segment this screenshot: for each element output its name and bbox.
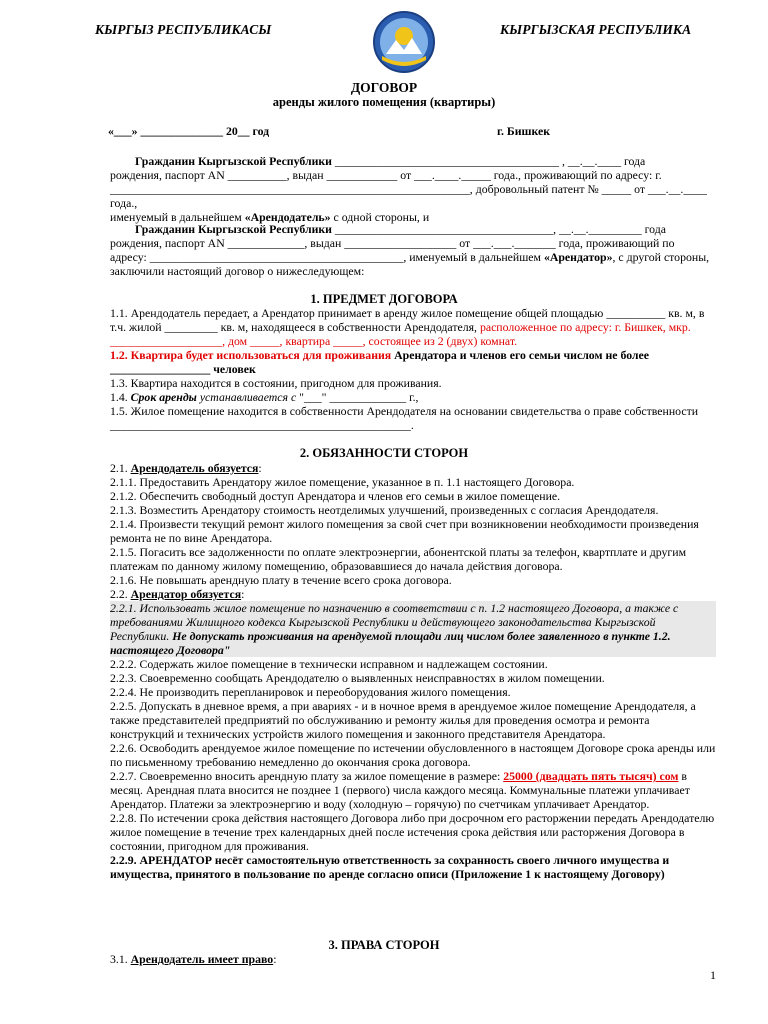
party2-side: , с другой стороны, [612, 250, 710, 264]
clause-2-2-2: 2.2.2. Содержать жилое помещение в технически исправном и надлежащем состоянии. [110, 657, 548, 671]
party2-fill: _____________________________________, __.__._________ года [331, 222, 666, 236]
clause-2-2-5: 2.2.5. Допускать в дневное время, а при авариях - и в ночное время в арендуемое жилое помещение Арендодателя, а также представителей предприятий по обслуживанию и ремонту жилья для проведения осмотра и ремонта конструкций и технических устройств жилого помещения и законного представителя Арендатора. [110, 699, 696, 741]
section-3-body: 3.1. Арендодатель имеет право: [110, 952, 277, 966]
page-number: 1 [710, 968, 716, 982]
party1-patent: _____________________________________________________________, добровольный патент № _____ от ___.__.____ года., [110, 182, 707, 210]
section-2-title: 2. ОБЯЗАННОСТИ СТОРОН [299, 446, 469, 460]
tenant-term: «Арендатор» [543, 250, 613, 264]
section-3-title: 3. ПРАВА СТОРОН [328, 938, 440, 952]
clause-2-1-1: 2.1.1. Предоставить Арендатору жилое помещение, указанное в п. 1.1 настоящего Договора. [110, 475, 575, 489]
clause-2-2-3: 2.2.3. Своевременно сообщать Арендодателю о выявленных неисправностях в жилом помещении. [110, 671, 605, 685]
party-landlord [110, 154, 716, 224]
party1-title: Гражданин Кыргызской Республики [135, 154, 332, 168]
clause-3-1-title: Арендодатель имеет право [130, 952, 274, 966]
clause-2-2-4: 2.2.4. Не производить перепланировок и переоборудования жилого помещения. [110, 685, 511, 699]
clause-2-2-7-rest: в месяц. Арендная плата вносится не позднее 1 (первого) числа каждого месяца. Коммунальные платежи уплачивает Арендатор. Платежи за электроэнергию и воду (холодную – горячую) по счетчикам уплачивает Арендатор. [110, 769, 690, 811]
clause-2-1-4: 2.1.4. Произвести текущий ремонт жилого помещения за свой счет при возникновении необходимости произведения ремонта не по вине Арендатора. [110, 517, 699, 545]
clause-1-4-term: Срок аренды [130, 390, 197, 404]
party-tenant [110, 222, 716, 278]
document-subtitle: аренды жилого помещения (квартиры) [272, 95, 496, 109]
clause-2-1-6: 2.1.6. Не повышать арендную плату в течение всего срока договора. [110, 573, 452, 587]
party2-address: адресу: ___________________________________________, именуемый в дальнейшем [110, 250, 544, 264]
clause-3-1-num: 3.1. [110, 952, 131, 966]
header-left: КЫРГЫЗ РЕСПУБЛИКАСЫ [95, 22, 272, 37]
clause-1-3: 1.3. Квартира находится в состоянии, пригодном для проживания. [110, 376, 442, 390]
party1-side: с одной стороны, и [330, 210, 430, 224]
clause-2-2-num: 2.2. [110, 587, 131, 601]
party2-conclusion: заключили настоящий договор о нижеследующем: [110, 264, 365, 278]
party1-named: именуемый в дальнейшем [110, 210, 245, 224]
clause-2-1-num: 2.1. [110, 461, 131, 475]
party1-fill: ______________________________________ , __.__.____ года [331, 154, 646, 168]
clause-2-2-8: 2.2.8. По истечении срока действия настоящего Договора либо при досрочном его расторжении передать Арендодателю жилое помещение в течение трех календарных дней после истечения срока действия или расторжения Договора в состоянии, пригодном для проживания. [110, 811, 715, 853]
clause-1-5: 1.5. Жилое помещение находится в собственности Арендодателя на основании свидетельства о праве собственности ___________________________________________________. [110, 404, 699, 432]
clause-1-2: 1.2. Квартира будет использоваться для проживания [110, 348, 395, 362]
contract-city: г. Бишкек [497, 124, 551, 138]
clause-1-4-num: 1.4. [110, 390, 131, 404]
section-1-body [110, 306, 716, 432]
clause-2-2-9: 2.2.9. АРЕНДАТОР несёт самостоятельную ответственность за сохранность своего личного имущества и имущества, принятого в пользование по аренде согласно описи (Приложение 1 к настоящему Договору) [110, 853, 670, 881]
clause-2-1-title: Арендодатель обязуется [130, 461, 259, 475]
header-right: КЫРГЫЗСКАЯ РЕСПУБЛИКА [500, 22, 692, 37]
clause-1-4-date: "___" _____________ г., [299, 390, 419, 404]
clause-1-1-address: расположенное по адресу: г. Бишкек, мкр. ___________________, дом _____, квартира _____, состоящее из 2 (двух) комнат. [110, 320, 691, 348]
clause-1-1: 1.1. Арендодатель передает, а Арендатор принимает в аренду жилое помещение общей площадью __________ кв. м, в т.ч. жилой _________ кв. м, находящееся в собственности Арендодателя, [110, 306, 705, 334]
contract-date: «___» ______________ 20__ год [108, 124, 270, 138]
section-1-title: 1. ПРЕДМЕТ ДОГОВОРА [310, 292, 458, 306]
state-emblem-icon [372, 10, 436, 74]
party1-passport: рождения, паспорт AN __________, выдан ____________ от ___.____._____ года., проживающий по адресу: г. [110, 168, 662, 182]
clause-2-2-1-bold: Не допускать проживания на арендуемой площади лиц числом более заявленного в пункте 1.2. настоящего Договора" [110, 629, 671, 657]
clause-2-1-3: 2.1.3. Возместить Арендатору стоимость неотделимых улучшений, произведенных с согласия Арендодателя. [110, 503, 659, 517]
clause-2-2-6: 2.2.6. Освободить арендуемое жилое помещение по истечении обусловленного в настоящем Договоре срока аренды или по письменному требованию немедленно до окончания срока договора. [110, 741, 716, 769]
clause-2-2-7: 2.2.7. Своевременно вносить арендную плату за жилое помещение в размере: [110, 769, 504, 783]
section-2-body: 2.1. Арендодатель обязуется: 2.1.1. Предоставить Арендатору жилое помещение, указанное в п. 1.1 настоящего Договора. 2.1.2. Обеспечить свободный доступ Арендатора и членов его семьи в жилое помещение. 2.1.3. Возместить Арендатору стоимость неотделимых улучшений, произведенных с согласия Арендодателя. 2.1.4. Произвести текущий ремонт жилого помещения за свой счет при возникновении необходимости произведения ремонта не по вине Арендатора. 2.1.5. Погасить все задолженности по оплате электроэнергии, абонентской платы за телефон, квартплате и другим платежам по данному жилому помещению, образовавшиеся до начала действия договора. 2.1.6. Не повышать арендную плату в течение всего срока договора. 2.2. Арендатор обязуется: 2.2.1. Использовать жилое помещение по назначению в соответствии с п. 1.2 настоящего Договора, а также с требованиями Жилищного кодекса Кыргызской Республики и действующего законодательства Кыргызской Республики. Не допускать проживания на арендуемой площади лиц числом более заявленного в пункте 1.2. настоящего Договора" 2.2.2. Содержать жилое помещение в технически исправном и надлежащем состоянии. 2.2.3. Своевременно сообщать Арендодателю о выявленных неисправностях в жилом помещении. 2.2.4. Не производить перепланировок и переоборудования жилого помещения. 2.2.5. Допускать в дневное время, а при авариях - и в ночное время в арендуемое жилое помещение Арендодателя, а также представителей предприятий по обслуживанию и ремонту жилья для проведения осмотра и ремонта конструкций и технических устройств жилого помещения и законного представителя Арендатора. 2.2.6. Освободить арендуемое жилое помещение по истечении обусловленного в настоящем Договоре срока аренды или по письменному требованию немедленно до окончания срока договора. 2.2.7. Своевременно вносить арендную плату за жилое помещение в размере: 25000 (двадцать пять тысяч) сом в месяц. Арендная плата вносится не позднее 1 (первого) числа каждого месяца. Коммунальные платежи уплачивает Арендатор. Платежи за электроэнергию и воду (холодную – горячую) по счетчикам уплачивает Арендатор. 2.2.8. По истечении срока действия настоящего Договора либо при досрочном его расторжении передать Арендодателю жилое помещение в течение трех календарных дней после истечения срока действия или расторжения Договора в состоянии, пригодном для проживания. 2.2.9. АРЕНДАТОР несёт самостоятельную ответственность за сохранность своего личного имущества и имущества, принятого в пользование по аренде согласно описи (Приложение 1 к настоящему Договору) [110, 461, 716, 881]
clause-2-2-title: Арендатор обязуется [130, 587, 242, 601]
clause-2-1-2: 2.1.2. Обеспечить свободный доступ Арендатора и членов его семьи в жилое помещение. [110, 489, 561, 503]
clause-1-4-text: устанавливается с [196, 390, 300, 404]
party2-title: Гражданин Кыргызской Республики [135, 222, 332, 236]
clause-2-1-5: 2.1.5. Погасить все задолженности по оплате электроэнергии, абонентской платы за телефон, квартплате и другим платежам по данному жилому помещению, образовавшиеся до начала действия договора. [110, 545, 687, 573]
clause-2-2-1: 2.2.1. Использовать жилое помещение по назначению в соответствии с п. 1.2 настоящего Договора, а также с требованиями Жилищного кодекса Кыргызской Республики и действующего законодательства Кыргызской Республики. [110, 601, 679, 643]
document-title: ДОГОВОР [350, 80, 418, 95]
clause-1-2-rest: Арендатора и членов его семьи числом не более _________________ человек [110, 348, 650, 376]
landlord-term: «Арендодатель» [244, 210, 331, 224]
rent-amount: 25000 (двадцать пять тысяч) сом [503, 769, 679, 783]
party2-passport: рождения, паспорт AN _____________, выдан ___________________ от ___.___._______ года, проживающий по [110, 236, 675, 250]
